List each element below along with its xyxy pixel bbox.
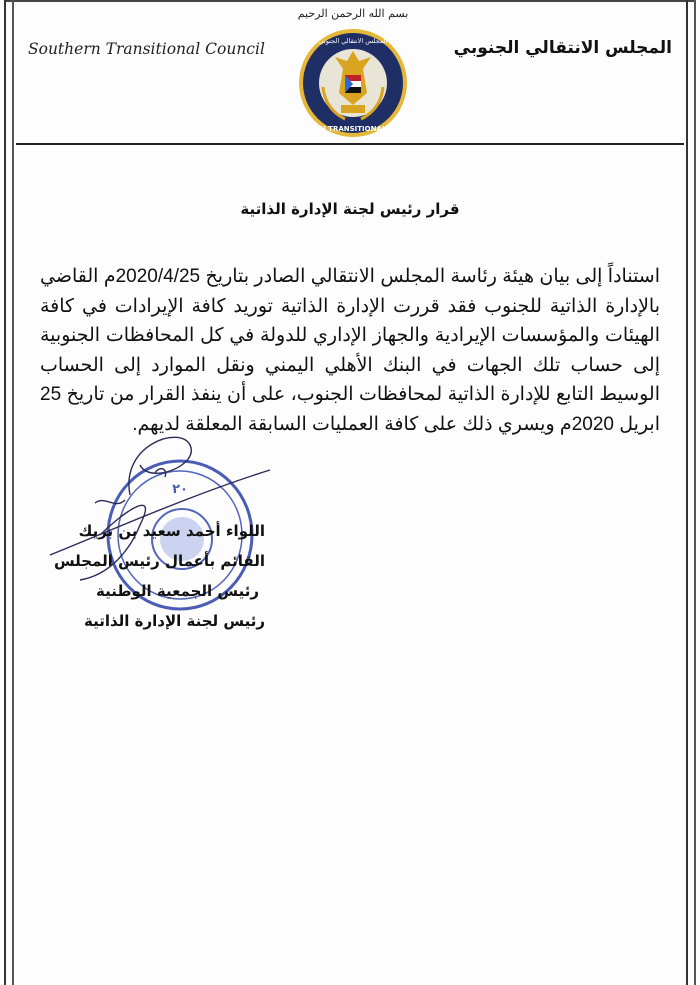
org-name-arabic: المجلس الانتقالي الجنوبي — [453, 38, 672, 58]
page-border-top — [4, 0, 696, 5]
page-border-left — [4, 0, 14, 985]
emblem-ring-text-arabic: المجلس الانتقالي الجنوبي — [318, 37, 388, 45]
signatory-title-national-assembly: رئيس الجمعية الوطنية — [95, 582, 259, 600]
org-name-english: Southern Transitional Council — [28, 40, 265, 58]
signatory-title-acting-chairman: القائم بأعمال رئيس المجلس — [53, 552, 265, 570]
handwritten-signature-icon — [40, 425, 280, 585]
emblem-ring-text: SOUTHERN TRANSITIONAL COUNCIL — [282, 125, 424, 133]
header-divider — [16, 143, 684, 145]
signatory-name: اللواء أحمد سعيد بن بريك — [78, 522, 265, 540]
decision-text — [40, 262, 660, 439]
page-border-right — [686, 0, 696, 985]
svg-text:٢٠: ٢٠ — [172, 482, 188, 497]
basmala: بسم الله الرحمن الرحيم — [297, 7, 409, 20]
decision-paragraph: استناداً إلى بيان هيئة رئاسة المجلس الانتقالي الصادر بتاريخ 2020/4/25م القاضي بالإدارة الذاتية للجنوب فقد قررت الإدارة الذاتية توريد كافة الإيرادات في كافة الهيئات والمؤسسات الإيرادية والجهاز الإداري للدولة في كل المحافظات الجنوبية إلى حساب تلك الجهات في البنك الأهلي اليمني ونقل الموارد إلى الحساب الوسيط التابع للإدارة الذاتية لمحافظات الجنوب، على أن ينفذ القرار من تاريخ 25 ابريل 2020م ويسري ذلك على كافة العمليات السابقة المعلقة لديهم. — [40, 266, 660, 435]
signatory-title-self-admin: رئيس لجنة الإدارة الذاتية — [84, 612, 265, 630]
decision-title: قرار رئيس لجنة الإدارة الذاتية — [240, 200, 460, 218]
stc-emblem-icon — [282, 27, 424, 139]
